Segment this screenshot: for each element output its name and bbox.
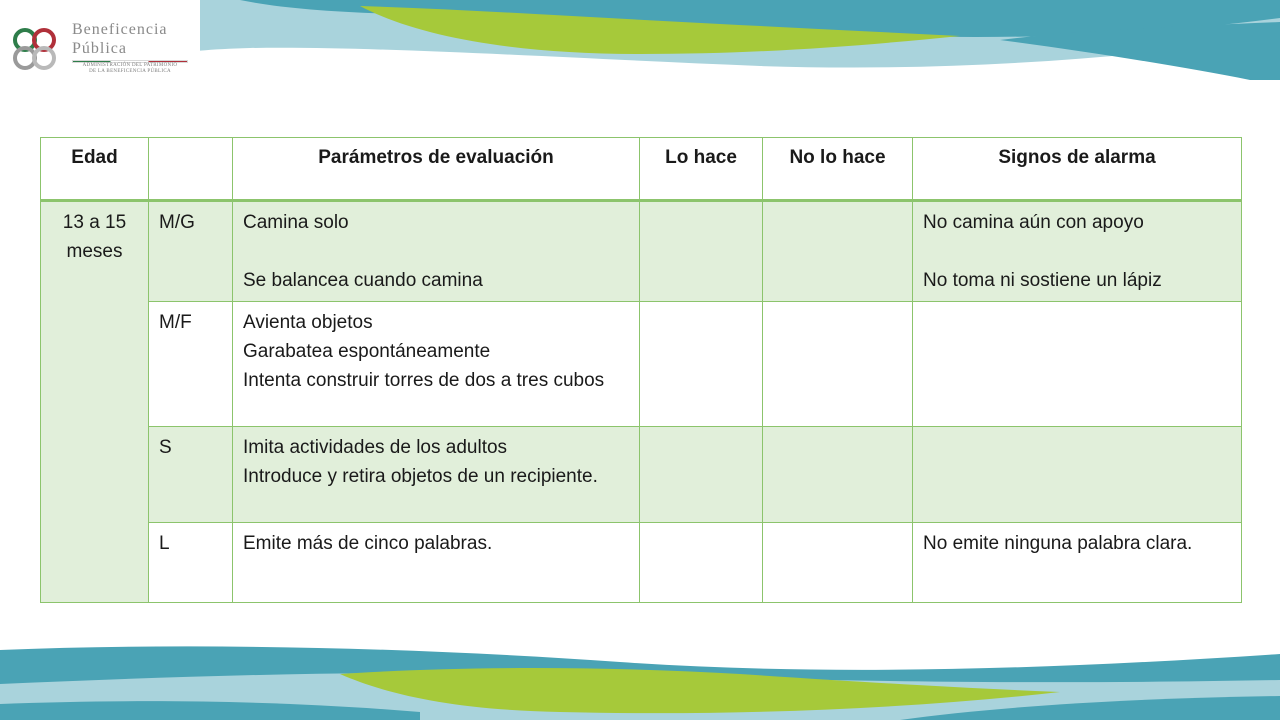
table-row (41, 201, 1242, 302)
lo-hace-cell[interactable] (640, 523, 763, 603)
header-lo-hace: Lo hace (640, 138, 763, 201)
logo-title-line2: Pública (72, 40, 127, 57)
table-header-row (41, 138, 1242, 201)
params-cell (233, 427, 640, 523)
logo-subtitle (78, 63, 182, 75)
beneficencia-logo-icon (6, 18, 64, 76)
no-lo-hace-cell[interactable] (763, 201, 913, 302)
params-cell (233, 201, 640, 302)
bottom-wave-decoration (0, 640, 1280, 720)
header-area (149, 138, 233, 201)
params-cell (233, 302, 640, 427)
header-signos-alarma: Signos de alarma (913, 138, 1242, 201)
alarm-cell (913, 427, 1242, 523)
table-row (41, 302, 1242, 427)
param-item: Emite más de cinco palabras. (243, 533, 493, 554)
age-cell: 13 a 15 meses (41, 201, 149, 603)
area-cell: S (149, 427, 233, 523)
param-item: Camina solo (243, 212, 349, 233)
param-item: Garabatea espontáneamente (243, 341, 491, 362)
param-item: Avienta objetos (243, 312, 373, 333)
alarm-item: No emite ninguna palabra clara. (923, 533, 1193, 554)
param-item: Se balancea cuando camina (243, 270, 483, 291)
logo-subtitle-line2: DE LA BENEFICENCIA PÚBLICA (89, 69, 171, 74)
logo (0, 0, 200, 76)
header-no-lo-hace: No lo hace (763, 138, 913, 201)
no-lo-hace-cell[interactable] (763, 302, 913, 427)
alarm-cell (913, 201, 1242, 302)
lo-hace-cell[interactable] (640, 201, 763, 302)
param-item: Introduce y retira objetos de un recipiente. (243, 466, 598, 487)
alarm-item: No camina aún con apoyo (923, 212, 1144, 233)
alarm-cell (913, 523, 1242, 603)
no-lo-hace-cell[interactable] (763, 427, 913, 523)
table-row (41, 523, 1242, 603)
area-cell: L (149, 523, 233, 603)
table-row (41, 427, 1242, 523)
logo-title (72, 20, 168, 58)
logo-title-line1: Beneficencia (72, 21, 168, 38)
param-item: Imita actividades de los adultos (243, 437, 508, 458)
alarm-item: No toma ni sostiene un lápiz (923, 270, 1162, 291)
evaluation-table (40, 137, 1242, 603)
lo-hace-cell[interactable] (640, 427, 763, 523)
no-lo-hace-cell[interactable] (763, 523, 913, 603)
lo-hace-cell[interactable] (640, 302, 763, 427)
header-parametros: Parámetros de evaluación (233, 138, 640, 201)
param-item: Intenta construir torres de dos a tres cubos (243, 370, 605, 391)
area-cell: M/G (149, 201, 233, 302)
alarm-cell (913, 302, 1242, 427)
header-edad: Edad (41, 138, 149, 201)
params-cell (233, 523, 640, 603)
area-cell: M/F (149, 302, 233, 427)
logo-subtitle-line1: ADMINISTRACIÓN DEL PATRIMONIO (82, 63, 178, 68)
